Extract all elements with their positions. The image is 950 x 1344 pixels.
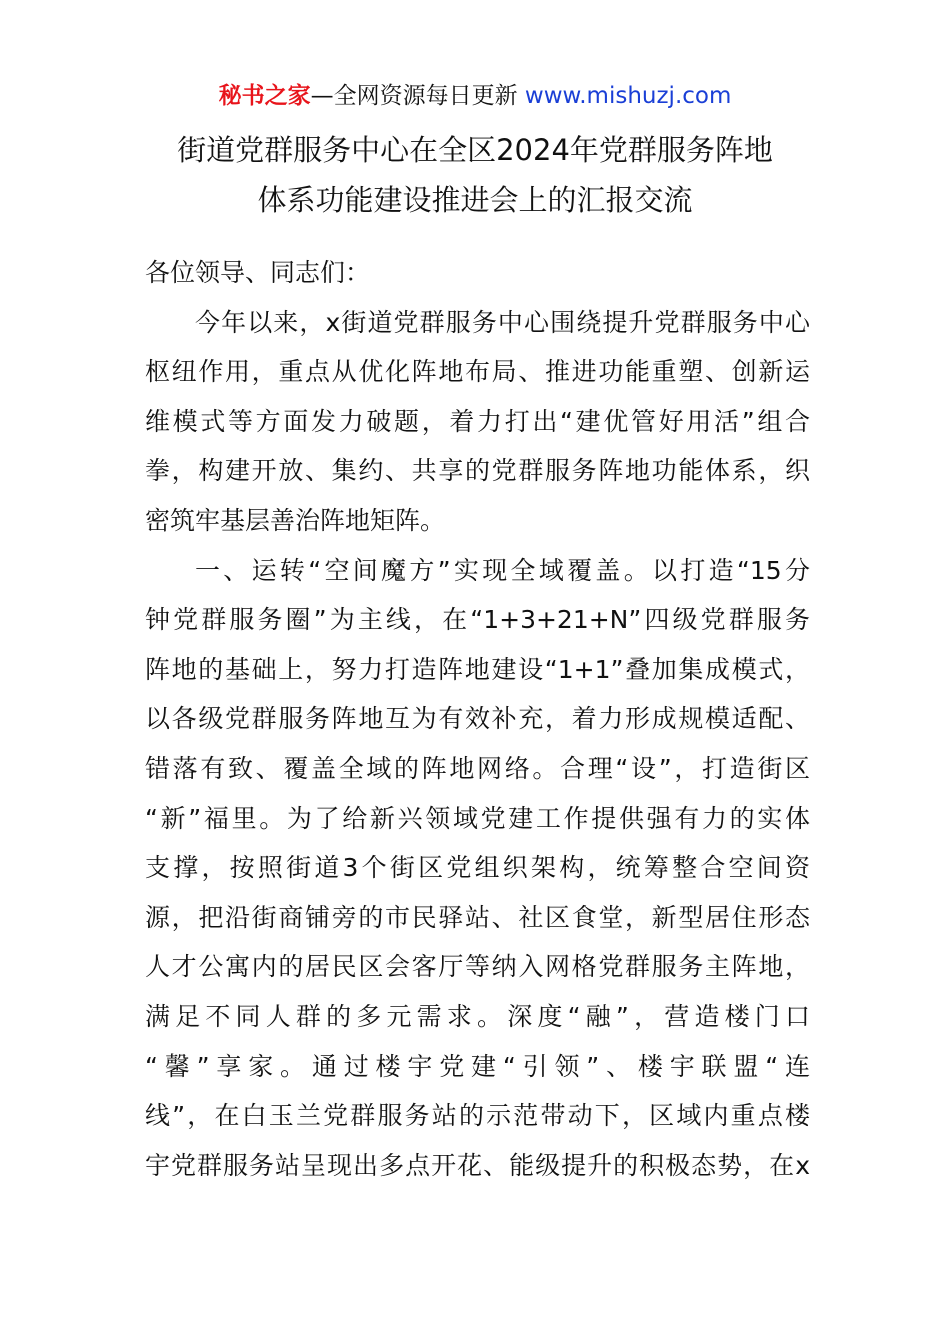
- body-line: 以各级党群服务阵地互为有效补充，着力形成规模适配、: [145, 704, 810, 734]
- site-url[interactable]: www.mishuzj.com: [524, 83, 732, 109]
- body-line: 枢纽作用，重点从优化阵地布局、推进功能重塑、创新运: [145, 357, 810, 387]
- body-line: 钟党群服务圈”为主线，在“1+3+21+N”四级党群服务: [145, 605, 810, 635]
- document-title: [100, 126, 850, 225]
- body-line: 错落有致、覆盖全域的阵地网络。合理“设”，打造街区: [145, 753, 810, 783]
- body-line: 阵地的基础上，努力打造阵地建设“1+1”叠加集成模式，: [145, 654, 810, 684]
- body-line: 满足不同人群的多元需求。深度“融”，营造楼门口: [145, 1001, 810, 1031]
- body-line: “馨”享家。通过楼宇党建“引领”、楼宇联盟“连: [145, 1051, 810, 1081]
- body-line: 支撑，按照街道3个街区党组织架构，统筹整合空间资: [145, 853, 810, 883]
- body-line: 维模式等方面发力破题，着力打出“建优管好用活”组合: [145, 406, 810, 436]
- title-line: 体系功能建设推进会上的汇报交流: [257, 182, 693, 217]
- body-line: 人才公寓内的居民区会客厅等纳入网格党群服务主阵地，: [145, 952, 810, 982]
- site-tagline: —全网资源每日更新: [310, 83, 525, 109]
- body-line: 拳，构建开放、集约、共享的党群服务阵地功能体系，织: [145, 456, 810, 486]
- site-header: [0, 80, 950, 112]
- document-body: [145, 248, 810, 1190]
- brand-name: 秘书之家: [218, 83, 311, 109]
- body-line: 一、运转“空间魔方”实现全域覆盖。以打造“15分: [195, 555, 810, 585]
- body-line: 源，把沿街商铺旁的市民驿站、社区食堂，新型居住形态: [145, 902, 810, 932]
- body-line: “新”福里。为了给新兴领域党建工作提供强有力的实体: [145, 803, 810, 833]
- body-line: 密筑牢基层善治阵地矩阵。: [145, 505, 446, 535]
- title-line: 街道党群服务中心在全区2024年党群服务阵地: [177, 133, 773, 167]
- body-line: 线”，在白玉兰党群服务站的示范带动下，区域内重点楼: [145, 1101, 810, 1131]
- body-line: 宇党群服务站呈现出多点开花、能级提升的积极态势，在x: [145, 1150, 810, 1180]
- salutation: 各位领导、同志们：: [145, 258, 371, 287]
- body-line: 今年以来，x街道党群服务中心围绕提升党群服务中心: [195, 307, 810, 337]
